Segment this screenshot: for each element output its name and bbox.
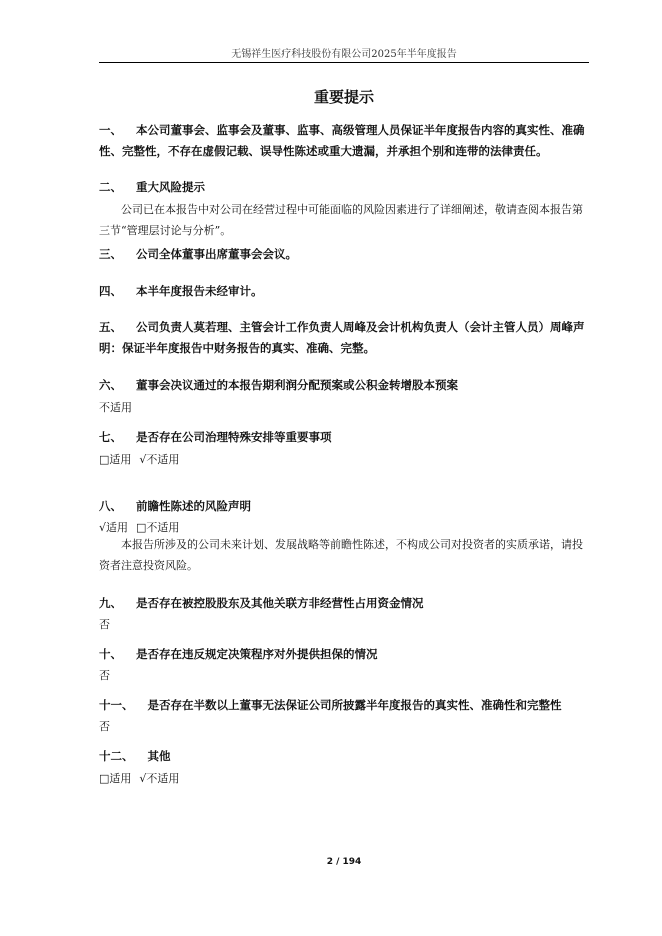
section-9-answer: 否 xyxy=(99,618,110,631)
section-11-answer: 否 xyxy=(99,720,110,733)
page-title: 重要提示 xyxy=(313,88,374,106)
section-12-number: 十二、 xyxy=(99,749,134,763)
section-12-option-not-applicable: √不适用 xyxy=(139,772,180,785)
section-2-text: 重大风险提示 xyxy=(136,180,205,194)
section-6-heading xyxy=(99,375,591,396)
section-4 xyxy=(99,281,591,302)
section-10-heading xyxy=(99,644,591,665)
section-7-options xyxy=(99,452,179,468)
page-number: 2 / 194 xyxy=(326,857,362,867)
section-12-heading xyxy=(99,746,591,767)
section-8-body: 本报告所涉及的公司未来计划、发展战略等前瞻性陈述，不构成公司对投资者的实质承诺，请投资者注意投资风险。 xyxy=(99,538,583,572)
section-2-number: 二、 xyxy=(99,180,122,194)
section-10-text: 是否存在违反规定决策程序对外提供担保的情况 xyxy=(136,647,378,661)
section-7-option-not-applicable: √不适用 xyxy=(139,453,180,466)
section-9-number: 九、 xyxy=(99,596,122,610)
section-7-text: 是否存在公司治理特殊安排等重要事项 xyxy=(136,430,332,444)
section-5-text: 公司负责人莫若理、主管会计工作负责人周峰及会计机构负责人（会计主管人员）周峰声明：保证半年度报告中财务报告的真实、准确、完整。 xyxy=(99,320,585,355)
section-8-option-applicable: √适用 xyxy=(99,521,129,534)
section-2-heading xyxy=(99,177,591,198)
header-rule xyxy=(99,62,589,63)
section-5 xyxy=(99,317,591,359)
section-11-text: 是否存在半数以上董事无法保证公司所披露半年度报告的真实性、准确性和完整性 xyxy=(147,698,562,712)
section-4-number: 四、 xyxy=(99,284,122,298)
section-8-heading xyxy=(99,496,591,517)
section-10-answer: 否 xyxy=(99,669,110,682)
section-12-options xyxy=(99,771,179,787)
section-8-option-not-applicable: □不适用 xyxy=(136,521,180,534)
section-9-heading xyxy=(99,593,591,614)
section-7-option-applicable: □适用 xyxy=(99,453,132,466)
section-4-text: 本半年度报告未经审计。 xyxy=(136,284,263,298)
section-6-answer: 不适用 xyxy=(99,401,132,414)
section-10-number: 十、 xyxy=(99,647,122,661)
document-header: 无锡祥生医疗科技股份有限公司2025年半年度报告 xyxy=(231,49,457,60)
section-1 xyxy=(99,120,591,162)
section-12-option-applicable: □适用 xyxy=(99,772,132,785)
section-8-number: 八、 xyxy=(99,499,122,513)
section-3-number: 三、 xyxy=(99,247,122,261)
section-5-number: 五、 xyxy=(99,320,122,334)
section-1-text: 本公司董事会、监事会及董事、监事、高级管理人员保证半年度报告内容的真实性、准确性、完整性，不存在虚假记载、误导性陈述或重大遗漏，并承担个别和连带的法律责任。 xyxy=(99,123,585,158)
section-6-number: 六、 xyxy=(99,378,122,392)
section-11-heading xyxy=(99,695,591,716)
section-3-text: 公司全体董事出席董事会会议。 xyxy=(136,247,297,261)
section-7-number: 七、 xyxy=(99,430,122,444)
section-2-body: 公司已在本报告中对公司在经营过程中可能面临的风险因素进行了详细阐述，敬请查阅本报告第三节“管理层讨论与分析”。 xyxy=(99,203,583,237)
section-9-text: 是否存在被控股股东及其他关联方非经营性占用资金情况 xyxy=(136,596,424,610)
section-1-number: 一、 xyxy=(99,123,122,137)
section-7-heading xyxy=(99,427,591,448)
section-8-text: 前瞻性陈述的风险声明 xyxy=(136,499,251,513)
section-3 xyxy=(99,244,591,265)
section-6-text: 董事会决议通过的本报告期利润分配预案或公积金转增股本预案 xyxy=(136,378,458,392)
section-12-text: 其他 xyxy=(147,749,171,763)
section-11-number: 十一、 xyxy=(99,698,134,712)
